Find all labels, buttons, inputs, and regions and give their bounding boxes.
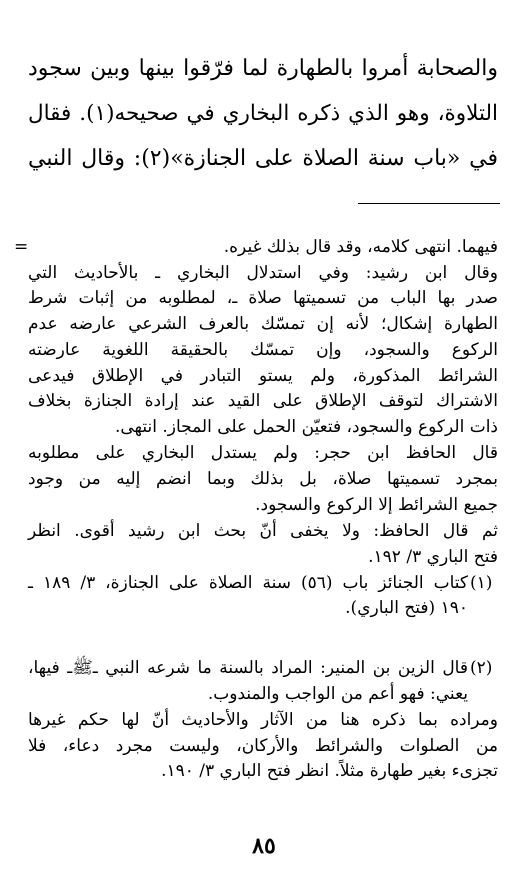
footnote-line: كتاب الجنائز باب (٥٦) سنة الصلاة على الجنازة، ٣/ ١٨٩ ـ — [28, 573, 468, 593]
footnote-marker: (٢) — [470, 658, 493, 678]
footnote-line: صدر بها الباب من تسميتها صلاة ـ، لمطلوبه من إثبات شرط — [28, 288, 498, 308]
footnote-line: ومراده بما ذكره هنا من الآثار والأحاديث أنّ لها حكم غيرها — [28, 710, 498, 730]
page-number: ٨٥ — [252, 833, 276, 859]
footnote-marker: (١) — [470, 573, 493, 593]
footnote-line: الركوع والسجود، وإن تمسّك بالحقيقة اللغوية عارضته — [28, 340, 498, 360]
footnote-line: بمجرد تسميتها صلاة، بل بذلك وبما انضم إليه من وجود — [28, 469, 498, 489]
continuation-marker: = — [14, 237, 29, 257]
main-text-line: والصحابة أمروا بالطهارة لما فرّقوا بينها وبين سجود — [28, 56, 498, 81]
footnote-line: من الصلوات والشرائط والأركان، وليست مجرد دعاء، فلا — [28, 736, 498, 756]
main-text-line: في «باب سنة الصلاة على الجنازة»(٢): وقال النبي — [28, 146, 498, 171]
main-text-line: التلاوة، وهو الذي ذكره البخاري في صحيحه(١). فقال — [28, 101, 498, 126]
footnote-line: قال الحافظ ابن حجر: ولم يستدل البخاري على مطلوبه — [28, 443, 498, 463]
footnote-line: ١٩٠ (فتح الباري). — [345, 598, 468, 618]
footnote-line: فتح الباري ٣/ ١٩٢. — [368, 547, 498, 567]
footnote-line: تجزىء بغير طهارة مثلاً. انظر فتح الباري ٣/ ١٩٠. — [161, 761, 498, 781]
footnote-line: ثم قال الحافظ: ولا يخفى أنّ بحث ابن رشيد أقوى. انظر — [28, 521, 498, 541]
footnote-line: الاشتراك لتوقف الإطلاق على القيد عند إرادة الجنازة بخلاف — [28, 391, 498, 411]
footnote-line: الطهارة إشكال؛ لأنه إن تمسّك بالعرف الشرعي عارضه عدم — [28, 314, 498, 334]
footnote-line: الشرائط المذكورة، ولم يستو التبادر في الإطلاق فيدعى — [28, 366, 498, 386]
footnote-line: ذات الركوع والسجود، فتعيّن الحمل على المجاز. انتهى. — [114, 417, 498, 437]
footnote-line: يعني: فهو أعم من الواجب والمندوب. — [207, 684, 468, 704]
footnote-line: جميع الشرائط إلا الركوع والسجود. — [255, 495, 498, 515]
footnote-line: وقال ابن رشيد: وفي استدلال البخاري ـ بالأحاديث التي — [28, 263, 498, 283]
footnote-separator — [358, 203, 500, 204]
footnote-line: فيهما. انتهى كلامه، وقد قال بذلك غيره. — [223, 237, 498, 257]
footnote-line: قال الزين بن المنير: المراد بالسنة ما شرعه النبي ـﷺـ فيها، — [28, 658, 468, 678]
